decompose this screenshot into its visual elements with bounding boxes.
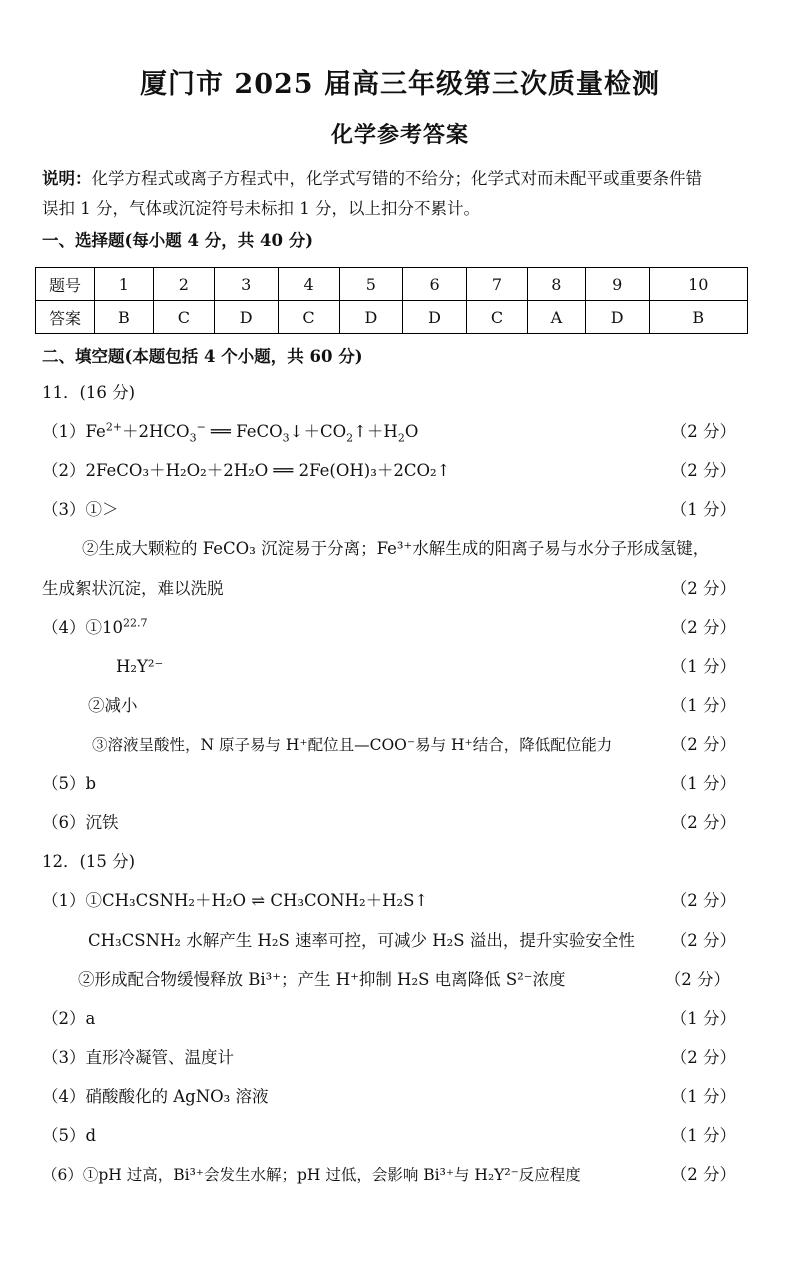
q11-answer-4	[0, 613, 800, 643]
row-label-number: 题号	[36, 268, 95, 301]
q11-a5-text: （5）b	[42, 774, 97, 793]
table-cell: A	[527, 301, 585, 334]
table-cell: D	[339, 301, 403, 334]
score-label: （2 分）	[670, 1048, 736, 1067]
q12-answer-1b	[0, 926, 800, 956]
q11-a4b-text: H₂Y²⁻	[116, 657, 164, 676]
score-label: （1 分）	[670, 1087, 736, 1106]
table-cell: D	[403, 301, 467, 334]
table-cell: 4	[278, 268, 339, 301]
section-2-title: 二、填空题(本题包括 4 个小题，共 60 分)	[42, 347, 363, 366]
table-cell: 7	[466, 268, 527, 301]
q12-a6-text: （6）①pH 过高，Bi³⁺会发生水解；pH 过低，会影响 Bi³⁺与 H₂Y²⁻反应程度	[42, 1166, 581, 1184]
q11-answer-3b-line1	[0, 534, 800, 564]
multiple-choice-answer-table	[35, 267, 748, 334]
document-title: 厦门市 2025 届高三年级第三次质量检测	[140, 69, 660, 100]
table-cell: 1	[95, 268, 154, 301]
table-cell: 6	[403, 268, 467, 301]
q12-a5-text: （5）d	[42, 1126, 97, 1145]
score-label: （1 分）	[670, 1009, 736, 1028]
q11-a4c-text: ②减小	[88, 696, 138, 715]
score-label: （1 分）	[670, 1126, 736, 1145]
row-label-answer: 答案	[36, 301, 95, 334]
score-label: （2 分）	[670, 931, 736, 950]
score-label: （1 分）	[670, 774, 736, 793]
q11-a6-text: （6）沉铁	[42, 813, 119, 832]
score-label: （2 分）	[670, 461, 736, 480]
q12-answer-1c	[0, 965, 800, 995]
table-cell: 2	[153, 268, 214, 301]
note-text-1: 化学方程式或离子方程式中，化学式写错的不给分；化学式对而未配平或重要条件错	[91, 169, 702, 188]
q12-a1-equation: （1）①CH₃CSNH₂＋H₂O ⇌ CH₃CONH₂＋H₂S↑	[42, 891, 429, 910]
q12-answer-6	[0, 1160, 800, 1190]
score-label: （2 分）	[670, 735, 736, 754]
table-cell: C	[278, 301, 339, 334]
instructions-note	[42, 164, 762, 224]
table-cell: 3	[214, 268, 278, 301]
table-cell: 9	[585, 268, 649, 301]
q12-answer-2	[0, 1004, 800, 1034]
q11-a3b-text-2: 生成絮状沉淀，难以洗脱	[42, 579, 224, 598]
score-label: （2 分）	[670, 813, 736, 832]
q12-answer-3	[0, 1043, 800, 1073]
q12-a4-text: （4）硝酸酸化的 AgNO₃ 溶液	[42, 1087, 269, 1106]
note-text-2: 误扣 1 分，气体或沉淀符号未标扣 1 分，以上扣分不累计。	[42, 199, 480, 218]
q11-answer-3b-line2	[0, 574, 800, 604]
score-label: （2 分）	[670, 422, 736, 441]
table-cell: C	[153, 301, 214, 334]
table-row-answers	[36, 301, 748, 334]
q11-header	[0, 378, 800, 408]
document-subtitle: 化学参考答案	[330, 122, 469, 148]
table-row-numbers	[36, 268, 748, 301]
q11-a4-text: $(4)①10^{22.7}$	[42, 616, 148, 637]
table-cell: C	[466, 301, 527, 334]
table-cell: D	[214, 301, 278, 334]
q11-answer-5	[0, 769, 800, 799]
q11-answer-1	[0, 417, 800, 447]
table-cell: 10	[649, 268, 748, 301]
q11-a2-equation: （2）2FeCO₃＋H₂O₂＋2H₂O ══ 2Fe(OH)₃＋2CO₂↑	[42, 461, 451, 480]
score-label: （1 分）	[670, 500, 736, 519]
q11-answer-4d	[0, 730, 800, 760]
score-label: （2 分）	[670, 579, 736, 598]
q11-answer-3	[0, 495, 800, 525]
score-label: （1 分）	[670, 657, 736, 676]
q11-a4d-text: ③溶液呈酸性，N 原子易与 H⁺配位且—COO⁻易与 H⁺结合，降低配位能力	[92, 736, 613, 754]
q11-answer-4c	[0, 691, 800, 721]
score-label: （1 分）	[670, 696, 736, 715]
table-cell: 5	[339, 268, 403, 301]
q11-a3-text: （3）①＞	[42, 500, 119, 519]
table-cell: D	[585, 301, 649, 334]
score-label: （2 分）	[670, 1165, 736, 1184]
q12-header-text: 12．(15 分)	[42, 852, 136, 871]
q12-a3-text: （3）直形冷凝管、温度计	[42, 1048, 234, 1067]
q11-answer-6	[0, 808, 800, 838]
score-label: （2 分）	[670, 618, 736, 637]
note-label: 说明：	[42, 169, 92, 188]
q12-a1c-text: ②形成配合物缓慢释放 Bi³⁺；产生 H⁺抑制 H₂S 电离降低 S²⁻浓度	[78, 970, 566, 989]
section-1-title: 一、选择题(每小题 4 分，共 40 分)	[42, 231, 314, 250]
table-cell: B	[95, 301, 154, 334]
q11-answer-4b	[0, 652, 800, 682]
q11-a3b-text-1: ②生成大颗粒的 FeCO₃ 沉淀易于分离；Fe³⁺水解生成的阳离子易与水分子形成氢键，	[82, 539, 710, 558]
score-label: （2 分）	[670, 891, 736, 910]
q12-answer-1	[0, 886, 800, 916]
score-label: （2 分）	[664, 970, 730, 989]
q12-header	[0, 847, 800, 877]
table-cell: B	[649, 301, 748, 334]
q11-answer-2	[0, 456, 800, 486]
table-cell: 8	[527, 268, 585, 301]
q11-a1-equation: $(1)Fe^{2+}+2HCO_3^-$ ══ $FeCO_3↓+CO_2↑+H_2O$	[42, 420, 419, 445]
q11-header-text: 11．(16 分)	[42, 383, 136, 402]
q12-a2-text: （2）a	[42, 1009, 96, 1028]
q12-answer-5	[0, 1121, 800, 1151]
q12-a1b-text: CH₃CSNH₂ 水解产生 H₂S 速率可控，可减少 H₂S 溢出，提升实验安全性	[88, 931, 635, 950]
q12-answer-4	[0, 1082, 800, 1112]
